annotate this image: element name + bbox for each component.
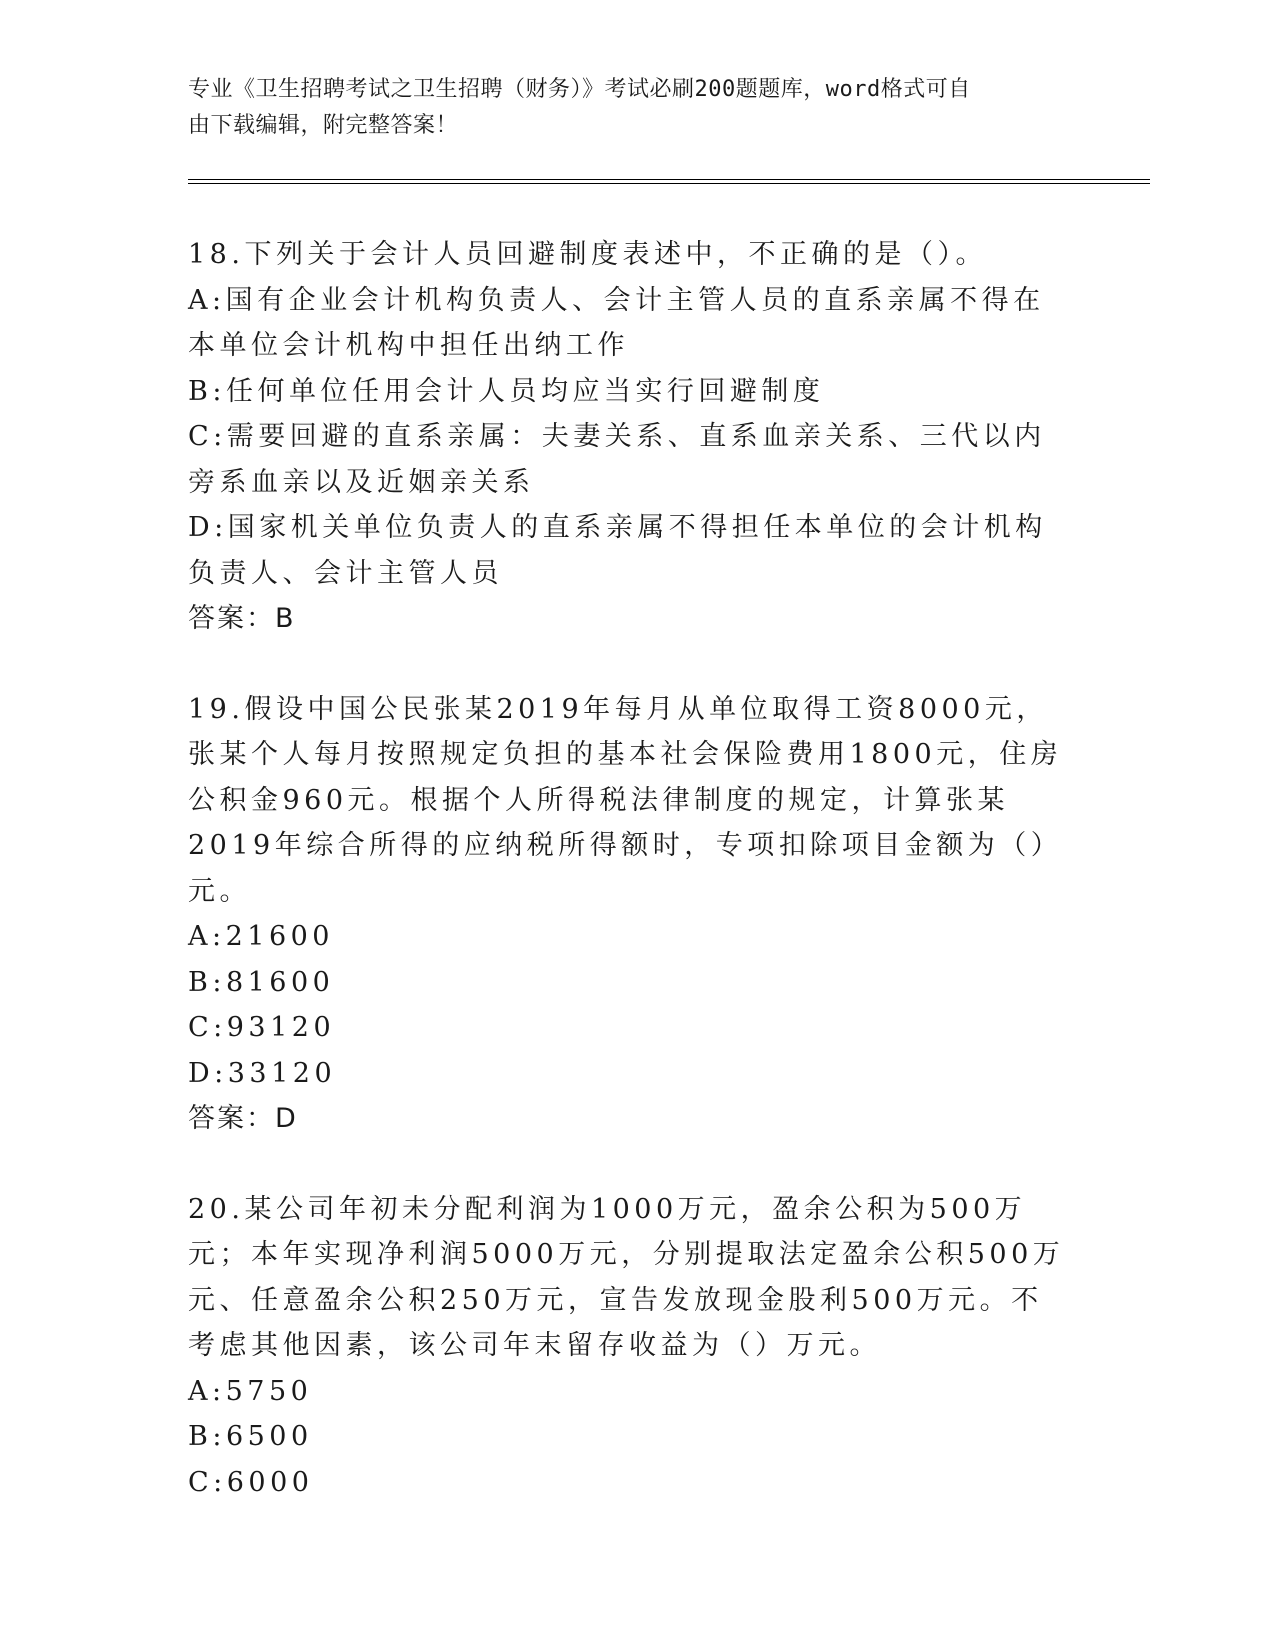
option-b: B:81600 <box>188 966 335 998</box>
question-stem: 18.下列关于会计人员回避制度表述中，不正确的是（）。 <box>188 239 987 270</box>
option-a: A:21600 <box>188 921 334 952</box>
option-d: D:国家机关单位负责人的直系亲属不得担任本单位的会计机构负责人、会计主管人员 <box>188 512 1047 589</box>
option-a: A:国有企业会计机构负责人、会计主管人员的直系亲属不得在本单位会计机构中担任出纳工作 <box>188 284 1045 361</box>
question-stem: 20.某公司年初未分配利润为1000万元，盈余公积为500万元；本年实现净利润5000万元，分别提取法定盈余公积500万元、任意盈余公积250万元，宣告发放现金股利500万元。不考虑其他因素，该公司年末留存收益为（）万元。 <box>188 1193 1065 1361</box>
intro-line-1: 专业《卫生招聘考试之卫生招聘（财务）》考试必刷200题题库，word格式可自 <box>188 77 971 102</box>
question-18 <box>188 232 1073 642</box>
header-divider-bottom <box>188 183 1150 184</box>
answer: 答案：D <box>188 1103 298 1134</box>
option-c: C:93120 <box>188 1012 336 1043</box>
question-20 <box>188 1187 1073 1506</box>
intro-line-2: 由下载编辑，附完整答案！ <box>188 113 459 138</box>
option-c: C:6000 <box>188 1466 314 1498</box>
question-list <box>188 232 1073 1550</box>
header-divider-top <box>188 179 1150 180</box>
answer: 答案：B <box>188 603 296 634</box>
option-a: A:5750 <box>188 1375 313 1407</box>
option-d: D:33120 <box>188 1057 337 1089</box>
option-b: B:6500 <box>188 1421 313 1452</box>
option-b: B:任何单位任用会计人员均应当实行回避制度 <box>188 375 825 407</box>
question-stem: 19.假设中国公民张某2019年每月从单位取得工资8000元，张某个人每月按照规定负担的基本社会保险费用1800元，住房公积金960元。根据个人所得税法律制度的规定，计算张某2019年综合所得的应纳税所得额时，专项扣除项目金额为（）元。 <box>188 693 1063 907</box>
document-intro <box>188 72 1068 144</box>
option-c: C:需要回避的直系亲属：夫妻关系、直系血亲关系、三代以内旁系血亲以及近姻亲关系 <box>188 421 1046 498</box>
question-19 <box>188 687 1073 1142</box>
